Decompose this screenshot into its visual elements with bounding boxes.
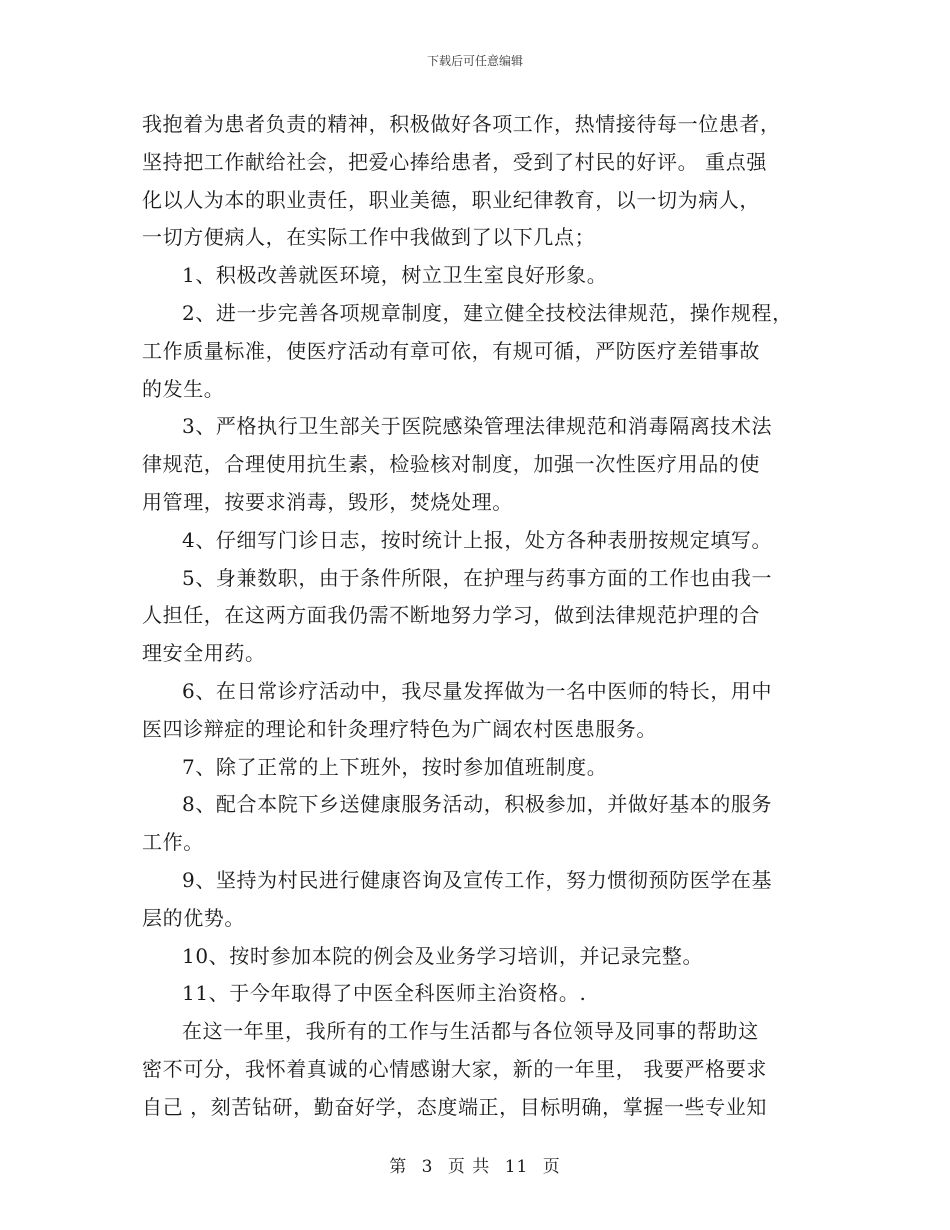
- list-item-7: 7、除了正常的上下班外，按时参加值班制度。: [182, 754, 608, 779]
- current-page-number: 3: [421, 1157, 434, 1177]
- list-item-5: 5、身兼数职，由于条件所限，在护理与药事方面的工作也由我一: [182, 565, 773, 590]
- list-item-6: 6、在日常诊疗活动中，我尽量发挥做为一名中医师的特长，用中: [182, 678, 773, 703]
- closing-paragraph: 在这一年里，我所有的工作与生活都与各位领导及同事的帮助这: [182, 1019, 759, 1044]
- text-line: 密不可分，我怀着真诚的心情感谢大家，新的一年里， 我要严格要求: [142, 1056, 767, 1081]
- text-line: 层的优势。: [142, 905, 245, 930]
- text-line: 的发生。: [142, 376, 225, 401]
- footer-middle: 页 共: [447, 1157, 491, 1177]
- list-item-9: 9、坚持为村民进行健康咨询及宣传工作，努力惯彻预防医学在基: [182, 867, 773, 892]
- list-item-11: 11、于今年取得了中医全科医师主治资格。.: [182, 981, 587, 1006]
- text-line: 医四诊辩症的理论和针灸理疗特色为广阔农村医患服务。: [142, 716, 657, 741]
- text-line: 工作质量标准，使医疗活动有章可依，有规可循，严防医疗差错事故: [142, 338, 760, 363]
- footer-prefix: 第: [389, 1157, 408, 1177]
- page-footer: [0, 1152, 950, 1177]
- text-line: 理安全用药。: [142, 641, 266, 666]
- total-page-count: 11: [504, 1157, 529, 1177]
- text-line: 一切方便病人，在实际工作中我做到了以下几点；: [142, 225, 596, 250]
- document-body: [142, 106, 822, 1127]
- text-line: 化以人为本的职业责任，职业美德，职业纪律教育，以一切为病人，: [142, 187, 760, 212]
- text-line: 坚持把工作献给社会，把爱心捧给患者，受到了村民的好评。 重点强: [142, 149, 767, 174]
- list-item-8: 8、配合本院下乡送健康服务活动，积极参加，并做好基本的服务: [182, 792, 773, 817]
- list-item-1: 1、积极改善就医环境，树立卫生室良好形象。: [182, 263, 608, 288]
- page-header: 下载后可任意编辑: [426, 54, 523, 68]
- list-item-2: 2、进一步完善各项规章制度，建立健全技校法律规范，操作规程，: [182, 300, 793, 325]
- text-line: 用管理，按要求消毒，毁形，焚烧处理。: [142, 489, 513, 514]
- footer-suffix: 页: [542, 1157, 561, 1177]
- list-item-10: 10、按时参加本院的例会及业务学习培训，并记录完整。: [182, 943, 704, 968]
- text-line: 我抱着为患者负责的精神，积极做好各项工作，热情接待每一位患者，: [142, 112, 781, 136]
- text-line: 人担任，在这两方面我仍需不断地努力学习，做到法律规范护理的合: [142, 603, 760, 628]
- text-line: 律规范，合理使用抗生素，检验核对制度，加强一次性医疗用品的使: [142, 452, 760, 477]
- list-item-3: 3、严格执行卫生部关于医院感染管理法律规范和消毒隔离技术法: [182, 414, 773, 439]
- text-line: 工作。: [142, 830, 204, 855]
- text-line: 自己 ，刻苦钻研，勤奋好学，态度端正，目标明确，掌握一些专业知: [142, 1094, 767, 1119]
- list-item-4: 4、仔细写门诊日志，按时统计上报，处方各种表册按规定填写。: [182, 527, 773, 552]
